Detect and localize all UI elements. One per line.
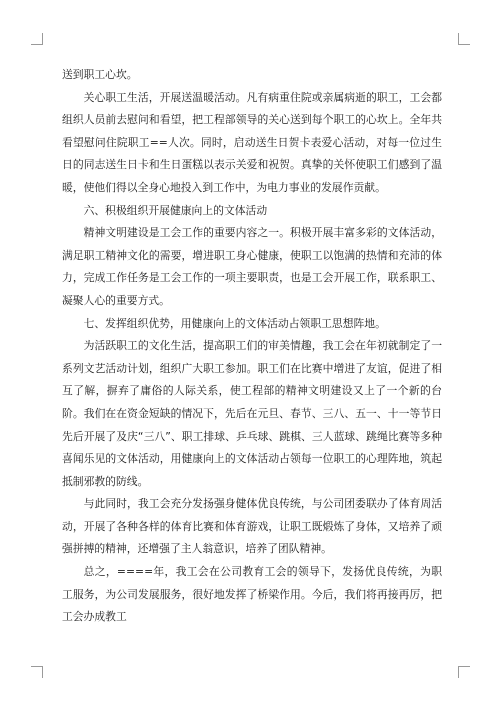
crop-mark-bottom-right [458,666,470,678]
crop-mark-top-right [458,33,470,45]
section-heading-six: 六、积极组织开展健康向上的文体活动 [83,203,268,217]
paragraph-sports-week: 与此同时，我工会充分发扬强身健体优良传统，与公司团委联办了体育周活动，开展了各种各样的体育比赛和体育游戏，让职工既煅炼了身体，又培养了顽强拼搏的精神，还增强了主人翁意识，培养了团队精神。 [62,497,442,556]
section-heading-seven: 七、发挥组织优势，用健康向上的文体活动占领职工思想阵地。 [83,316,386,330]
paragraph-care-activities: 关心职工生活，开展送温暖活动。凡有病重住院或亲属病逝的职工，工会都组织人员前去慰问和看望，把工程部领导的关心送到每个职工的心坎上。全年共看望慰问住院职工==人次。同时，启动送生日贺卡表爱心活动，对每一位过生日的同志送生日卡和生日蛋糕以表示关爱和祝贺。真挚的关怀使职工们感到了温暖，使他们得以全身心地投入到工作中，为电力事业的发展作贡献。 [62,90,442,194]
paragraph-continuation: 送到职工心坎。 [62,68,138,81]
crop-mark-top-left [31,33,43,45]
paragraph-summary: 总之，====年，我工会在公司教育工会的领导下，发扬优良传统，为职工服务，为公司发展服务，很好地发挥了桥梁作用。今后，我们将再接再厉，把工会办成教工 [62,565,442,624]
paragraph-cultural-life: 为活跃职工的文化生活，提高职工们的审美情趣，我工会在年初就制定了一系列文艺活动计划，组织广大职工参加。职工们在比赛中增进了友谊，促进了相互了解，摒弃了庸俗的人际关系，使工程部的精神文明建设又上了一个新的台阶。我们在在资金短缺的情况下，先后在元旦、春节、三八、五一、十一等节日先后开展了及庆“三八”、职工排球、乒乓球、跳棋、三人蓝球、跳绳比赛等多种喜闻乐见的文体活动，用健康向上的文体活动占领每一位职工的心理阵地，筑起抵制邪教的防线。 [62,339,442,488]
document-body [62,64,442,629]
crop-mark-bottom-left [31,666,43,678]
paragraph-spiritual-civilization: 精神文明建设是工会工作的重要内容之一。积极开展丰富多彩的文体活动，满足职工精神文化的需要，增进职工身心健康，使职工以饱满的热情和充沛的体力，完成工作任务是工会工作的一项主要职责，也是工会开展工作，联系职工、凝聚人心的重要方式。 [62,226,442,307]
